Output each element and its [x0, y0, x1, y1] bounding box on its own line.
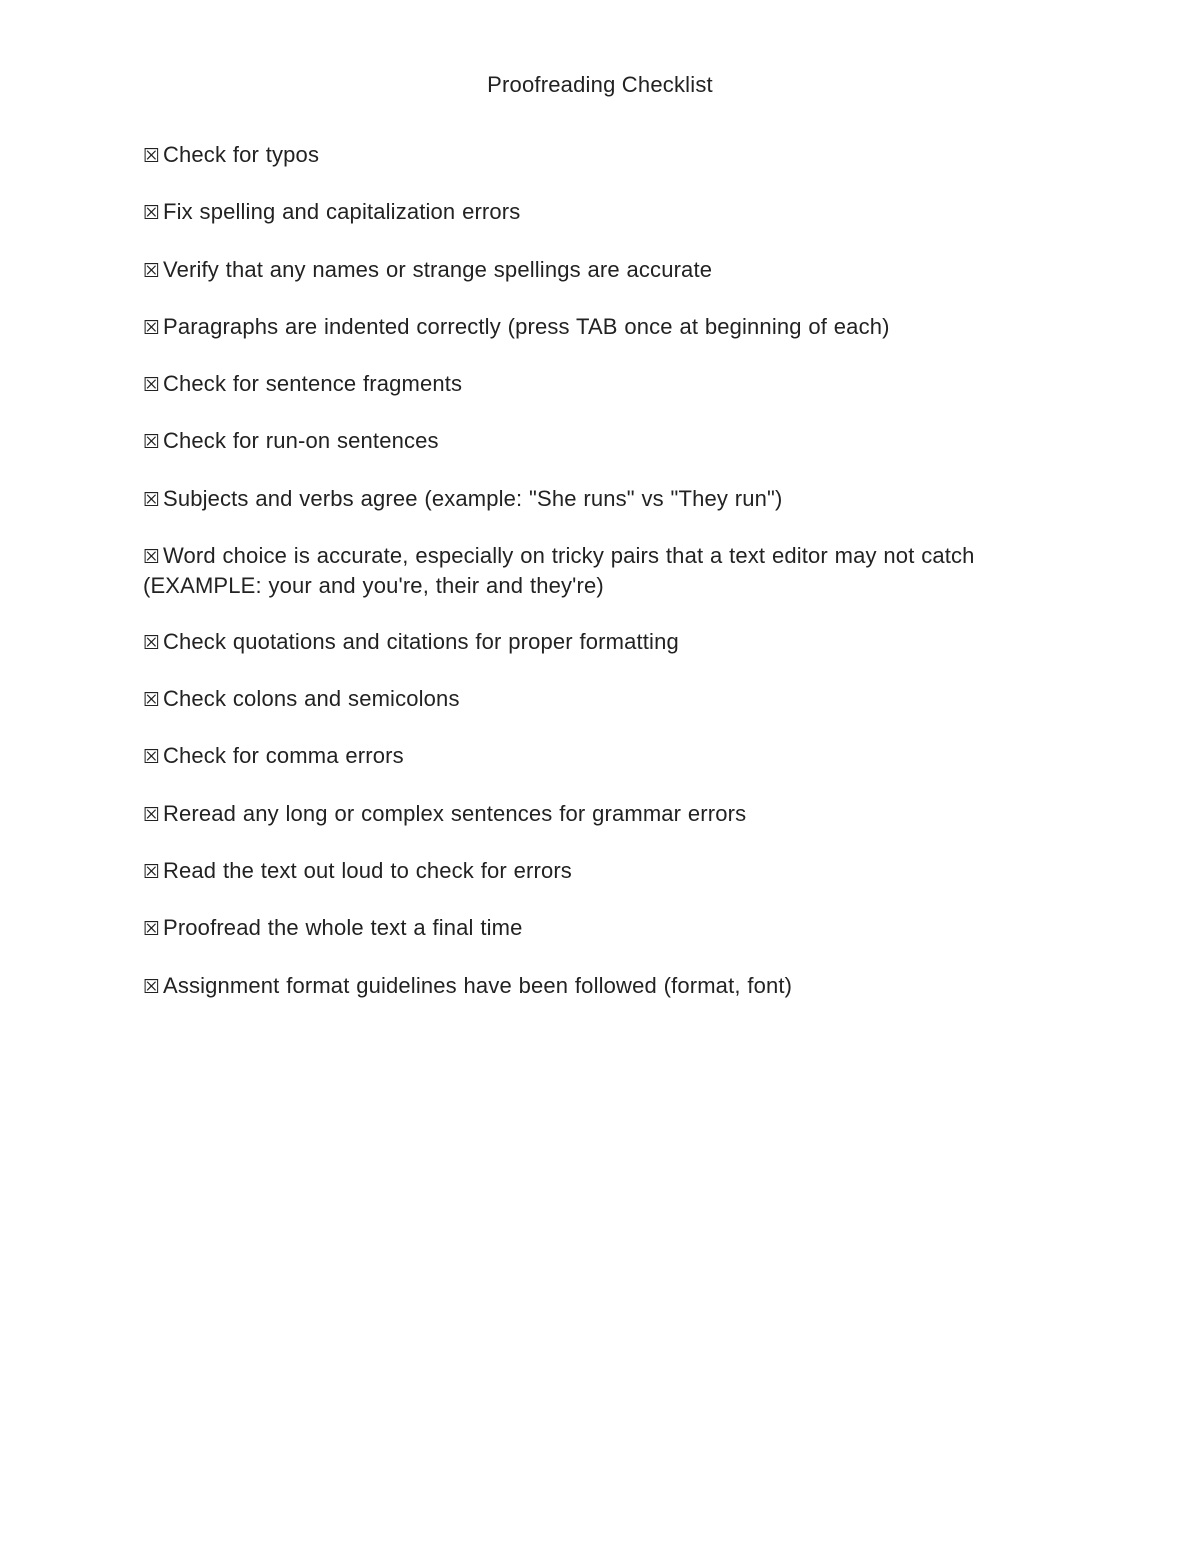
checked-box-icon: ☒ [143, 546, 161, 569]
checklist-item [143, 485, 1063, 515]
checklist-item [143, 914, 1063, 944]
checklist-item [143, 141, 1063, 171]
checklist-item [143, 313, 1063, 343]
checklist-item [143, 256, 1063, 286]
checked-box-icon: ☒ [143, 918, 161, 941]
checklist-item-text: Check for typos [163, 142, 320, 167]
checked-box-icon: ☒ [143, 975, 161, 998]
checked-box-icon: ☒ [143, 689, 161, 712]
checked-box-icon: ☒ [143, 631, 161, 654]
checked-box-icon: ☒ [143, 803, 161, 826]
checklist-item-text: Proofread the whole text a final time [163, 915, 523, 941]
page-title: Proofreading Checklist [487, 72, 713, 97]
checked-box-icon: ☒ [143, 316, 161, 339]
checklist-item-text: Check for comma errors [163, 743, 404, 769]
checked-box-icon: ☒ [143, 374, 161, 397]
checklist-item [143, 628, 1063, 658]
checked-box-icon: ☒ [143, 431, 161, 454]
checklist-item-text: Subjects and verbs agree (example: "She runs" vs "They run") [163, 485, 783, 511]
checklist-item-text: Check colons and semicolons [163, 686, 460, 712]
checklist-item [143, 742, 1063, 772]
checklist-item-text: Assignment format guidelines have been followed (format, font) [163, 972, 793, 998]
checked-box-icon: ☒ [143, 259, 161, 282]
checked-box-icon: ☒ [143, 861, 161, 884]
checklist-item-text: Check for sentence fragments [163, 371, 463, 397]
checklist-item-text: Check for run-on sentences [163, 428, 439, 454]
checked-box-icon: ☒ [143, 202, 161, 225]
checklist-item [143, 542, 1063, 600]
checklist-item [143, 800, 1063, 830]
checked-box-icon: ☒ [143, 746, 161, 769]
checklist-item [143, 427, 1063, 457]
checklist-item-text: Reread any long or complex sentences for grammar errors [163, 800, 747, 826]
checklist-item-text: Check quotations and citations for proper formatting [163, 628, 679, 654]
checklist [143, 141, 1063, 1029]
checklist-item [143, 857, 1063, 887]
checked-box-icon: ☒ [143, 488, 161, 511]
checklist-item [143, 370, 1063, 400]
checklist-item-text: Word choice is accurate, especially on tricky pairs that a text editor may not catch (EXAMPLE: your and you're, their and they're) [143, 543, 975, 598]
checklist-item [143, 198, 1063, 228]
checklist-item-text: Paragraphs are indented correctly (press TAB once at beginning of each) [163, 313, 890, 339]
checklist-item-text: Read the text out loud to check for errors [163, 858, 572, 884]
checklist-item [143, 972, 1063, 1002]
checklist-item-text: Fix spelling and capitalization errors [163, 199, 521, 225]
checklist-item [143, 685, 1063, 715]
checklist-item-text: Verify that any names or strange spellings are accurate [163, 256, 713, 282]
checked-box-icon: ☒ [143, 145, 161, 167]
